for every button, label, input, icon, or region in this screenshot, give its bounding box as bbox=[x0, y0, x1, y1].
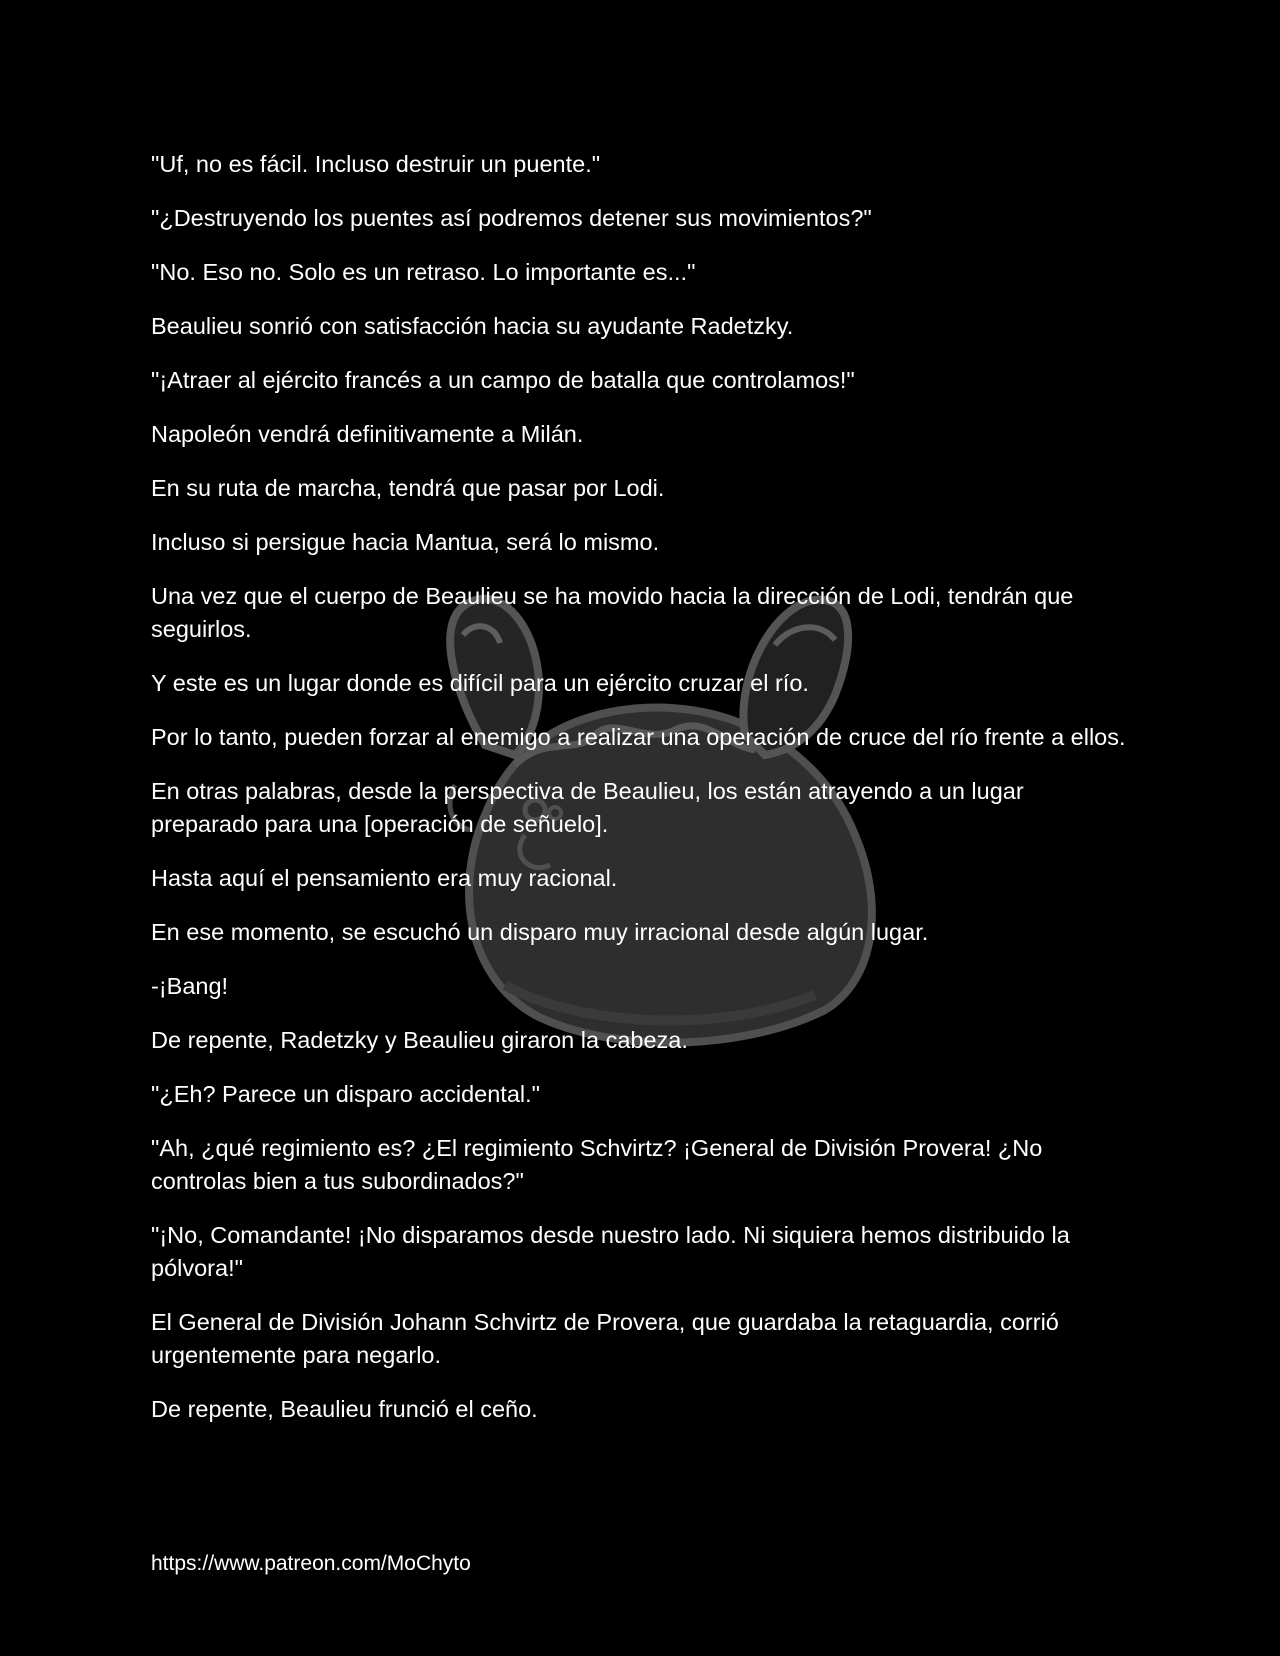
paragraph: Una vez que el cuerpo de Beaulieu se ha movido hacia la dirección de Lodi, tendrán que seguirlos. bbox=[151, 583, 1074, 642]
paragraph: Beaulieu sonrió con satisfacción hacia su ayudante Radetzky. bbox=[151, 313, 794, 339]
paragraph: De repente, Radetzky y Beaulieu giraron la cabeza. bbox=[151, 1027, 688, 1053]
paragraph: "¡Atraer al ejército francés a un campo de batalla que controlamos!" bbox=[151, 367, 855, 393]
paragraph: "Uf, no es fácil. Incluso destruir un puente." bbox=[151, 151, 601, 177]
paragraph: -¡Bang! bbox=[151, 973, 229, 999]
paragraph: Y este es un lugar donde es difícil para un ejército cruzar el río. bbox=[151, 670, 809, 696]
paragraph: El General de División Johann Schvirtz de Provera, que guardaba la retaguardia, corrió urgentemente para negarlo. bbox=[151, 1309, 1059, 1368]
paragraph: En su ruta de marcha, tendrá que pasar por Lodi. bbox=[151, 475, 665, 501]
paragraph: "Ah, ¿qué regimiento es? ¿El regimiento Schvirtz? ¡General de División Provera! ¿No controlas bien a tus subordinados?" bbox=[151, 1135, 1043, 1194]
paragraph: En otras palabras, desde la perspectiva de Beaulieu, los están atrayendo a un lugar preparado para una [operación de señuelo]. bbox=[151, 778, 1024, 837]
patreon-link[interactable]: https://www.patreon.com/MoChyto bbox=[151, 1552, 471, 1575]
paragraph: "¿Destruyendo los puentes así podremos detener sus movimientos?" bbox=[151, 205, 872, 231]
paragraph: Incluso si persigue hacia Mantua, será lo mismo. bbox=[151, 529, 660, 555]
paragraph: Por lo tanto, pueden forzar al enemigo a realizar una operación de cruce del río frente a ellos. bbox=[151, 724, 1126, 750]
story-text bbox=[151, 148, 1136, 1447]
paragraph: "No. Eso no. Solo es un retraso. Lo importante es..." bbox=[151, 259, 696, 285]
paragraph: "¿Eh? Parece un disparo accidental." bbox=[151, 1081, 540, 1107]
paragraph: De repente, Beaulieu frunció el ceño. bbox=[151, 1396, 538, 1422]
paragraph: Napoleón vendrá definitivamente a Milán. bbox=[151, 421, 584, 447]
paragraph: "¡No, Comandante! ¡No disparamos desde nuestro lado. Ni siquiera hemos distribuido la pólvora!" bbox=[151, 1222, 1070, 1281]
paragraph: En ese momento, se escuchó un disparo muy irracional desde algún lugar. bbox=[151, 919, 929, 945]
paragraph: Hasta aquí el pensamiento era muy racional. bbox=[151, 865, 618, 891]
